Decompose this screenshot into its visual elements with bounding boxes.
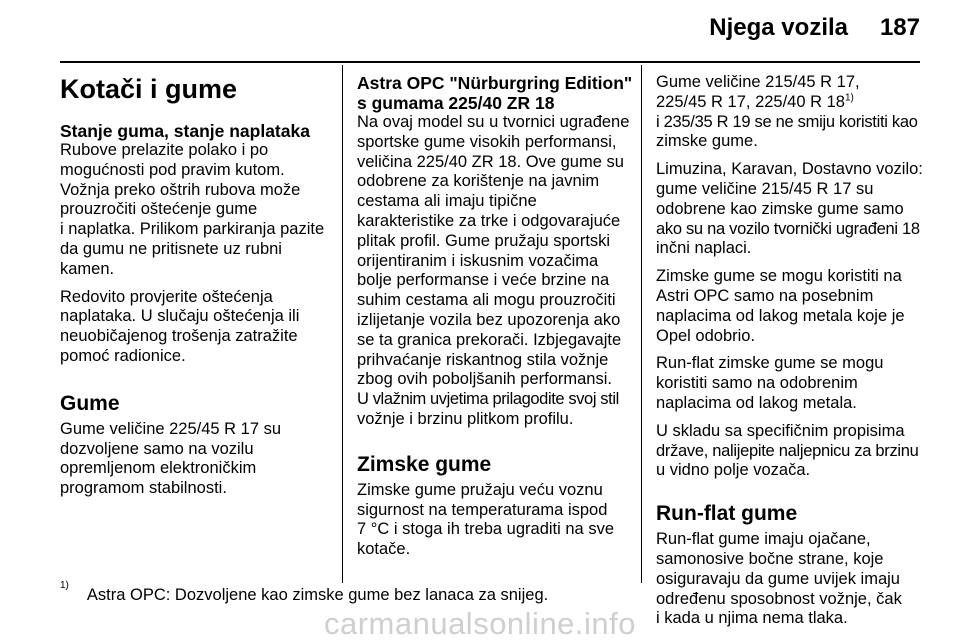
paragraph [357, 113, 633, 430]
column-divider [641, 65, 642, 583]
section-heading-run-flat-gume: Run-flat gume [656, 502, 798, 526]
text-line: orijentiranim i iskusnim vozačima [357, 251, 599, 270]
text-line: pomoć radionice. [60, 346, 186, 365]
text-line: bolje performanse i veće brzine na [357, 271, 610, 290]
footnote-text: Astra OPC: Dozvoljene kao zimske gume bez lanaca za snijeg. [86, 586, 549, 604]
text-line: Gume veličine 225/45 R 17 su [60, 419, 282, 438]
text-line: gume veličine 215/45 R 17 su [656, 179, 874, 198]
text-line [656, 93, 928, 113]
subsection-title [357, 73, 633, 113]
text-line: mogućnosti pod pravim kutom. [60, 160, 285, 179]
text-line: sportske gume visokih performansi, [357, 132, 617, 151]
text-line: Limuzina, Karavan, Dostavno vozilo: [656, 160, 923, 179]
text-line: izlijetanje vozila bez upozorenja ako [357, 310, 621, 329]
text-line: s gumama 225/40 ZR 18 [357, 93, 555, 113]
page-header-title: Njega vozila [709, 14, 848, 41]
text-line: prouzročiti oštećenje gume [60, 200, 258, 219]
text-line: i naplatka. Prilikom parkiranja pazite [60, 220, 325, 239]
text-line: Zimske gume pružaju veću voznu [357, 480, 603, 499]
paragraph [60, 141, 332, 280]
text-line: Astri OPC samo na posebnim [656, 286, 874, 305]
text-line: inčni naplaci. [656, 239, 752, 258]
footnote-reference: 1) [844, 92, 854, 104]
text-line: opremljenom elektroničkim [60, 459, 257, 478]
text-line: prihvaćanje riskantnog stila vožnje [357, 350, 609, 369]
text-line: i 235/35 R 19 se ne smiju koristiti kao [656, 112, 918, 131]
paragraph [656, 354, 928, 413]
text-line: vožnje i brzinu plitkom profilu. [357, 409, 574, 428]
text-line: da gumu ne pritisnete uz rubni [60, 239, 282, 258]
text-line: Rubove prelazite polako i po [60, 141, 269, 159]
text-line: Na ovaj model su u tvornici ugrađene [357, 113, 630, 131]
text-line: zimske gume. [656, 132, 758, 151]
text-line: naplacima od lakog metala. [656, 393, 857, 412]
text-line: 7 °C i stoga ih treba ugraditi na sve [357, 520, 614, 539]
paragraph [656, 422, 928, 481]
text-line: samonosive bočne strane, koje [656, 549, 884, 568]
text-line: dozvoljene samo na vozilu [60, 439, 254, 458]
column-1 [60, 73, 332, 507]
text-line: određenu sposobnost vožnje, čak [656, 589, 902, 608]
text-line: ako su na vozilo tvornički ugrađeni 18 [656, 219, 920, 238]
text-line: Astra OPC "Nürburgring Edition" [357, 73, 633, 93]
header-rule [60, 61, 920, 63]
text-line: u vidno polje vozača. [656, 461, 811, 480]
text-line: osiguravaju da gume uvijek imaju [656, 569, 900, 588]
text-line: sigurnost na temperaturama ispod [357, 500, 608, 519]
text-line: Run-flat zimske gume se mogu [656, 354, 884, 373]
text-line: odobrene za korištenje na javnim [357, 172, 600, 191]
text-line: Redovito provjerite oštećenja [60, 287, 273, 306]
text-line: naplataka. U slučaju oštećenja ili [60, 307, 300, 326]
footnote-mark: 1) [60, 579, 69, 591]
section-heading-gume: Gume [60, 391, 120, 415]
watermark: carmanualsonline.info [323, 606, 637, 641]
text-line: i kada u njima nema tlaka. [656, 609, 848, 628]
paragraph [656, 160, 928, 259]
text-line: zbog ovih poboljšanih performansi. [357, 370, 612, 389]
column-2 [357, 73, 633, 568]
text-line: države, nalijepite naljepnicu za brzinu [656, 441, 919, 460]
text-line: veličina 225/40 ZR 18. Ove gume su [357, 152, 624, 171]
text-line: Opel odobrio. [656, 326, 756, 345]
text-line: koristiti samo na odobrenim [656, 374, 858, 393]
text-line: U skladu sa specifičnim propisima [656, 421, 905, 440]
text-line: Gume veličine 215/45 R 17, [656, 73, 860, 91]
text-fragment: 225/45 R 17, 225/40 R 18 [656, 92, 845, 111]
text-line: neuobičajenog trošenja zatražite [60, 327, 298, 346]
paragraph [60, 420, 332, 499]
text-line: karakteristike za trke i odgovarajuće [357, 211, 621, 230]
text-line: U vlažnim uvjetima prilagodite svoj stil [357, 390, 619, 409]
text-line: odobrene kao zimske gume samo [656, 199, 904, 218]
text-line: plitak profil. Gume pružaju sportski [357, 231, 611, 250]
page-number: 187 [879, 14, 920, 41]
text-line: suhim cestama ali mogu prouzročiti [357, 291, 616, 310]
paragraph [357, 481, 633, 560]
text-line: kotače. [357, 540, 411, 559]
paragraph [656, 73, 928, 152]
text-line: cestama ali imaju tipične [357, 192, 537, 211]
footnote [60, 579, 549, 605]
subsection-title: Stanje guma, stanje naplataka [60, 121, 310, 141]
paragraph [656, 267, 928, 346]
column-3 [656, 73, 928, 637]
text-line: kamen. [60, 259, 115, 278]
text-line: Run-flat gume imaju ojačane, [656, 530, 871, 549]
text-line: Vožnja preko oštrih rubova može [60, 180, 301, 199]
text-line: naplacima od lakog metala koje je [656, 306, 905, 325]
text-line: programom stabilnosti. [60, 479, 227, 498]
text-line: Zimske gume se mogu koristiti na [656, 267, 902, 286]
section-title: Kotači i gume [60, 74, 238, 104]
section-heading-zimske-gume: Zimske gume [357, 452, 492, 476]
text-line: se ta granica prekorači. Izbjegavajte [357, 330, 622, 349]
column-divider [342, 65, 343, 583]
paragraph [60, 288, 332, 367]
